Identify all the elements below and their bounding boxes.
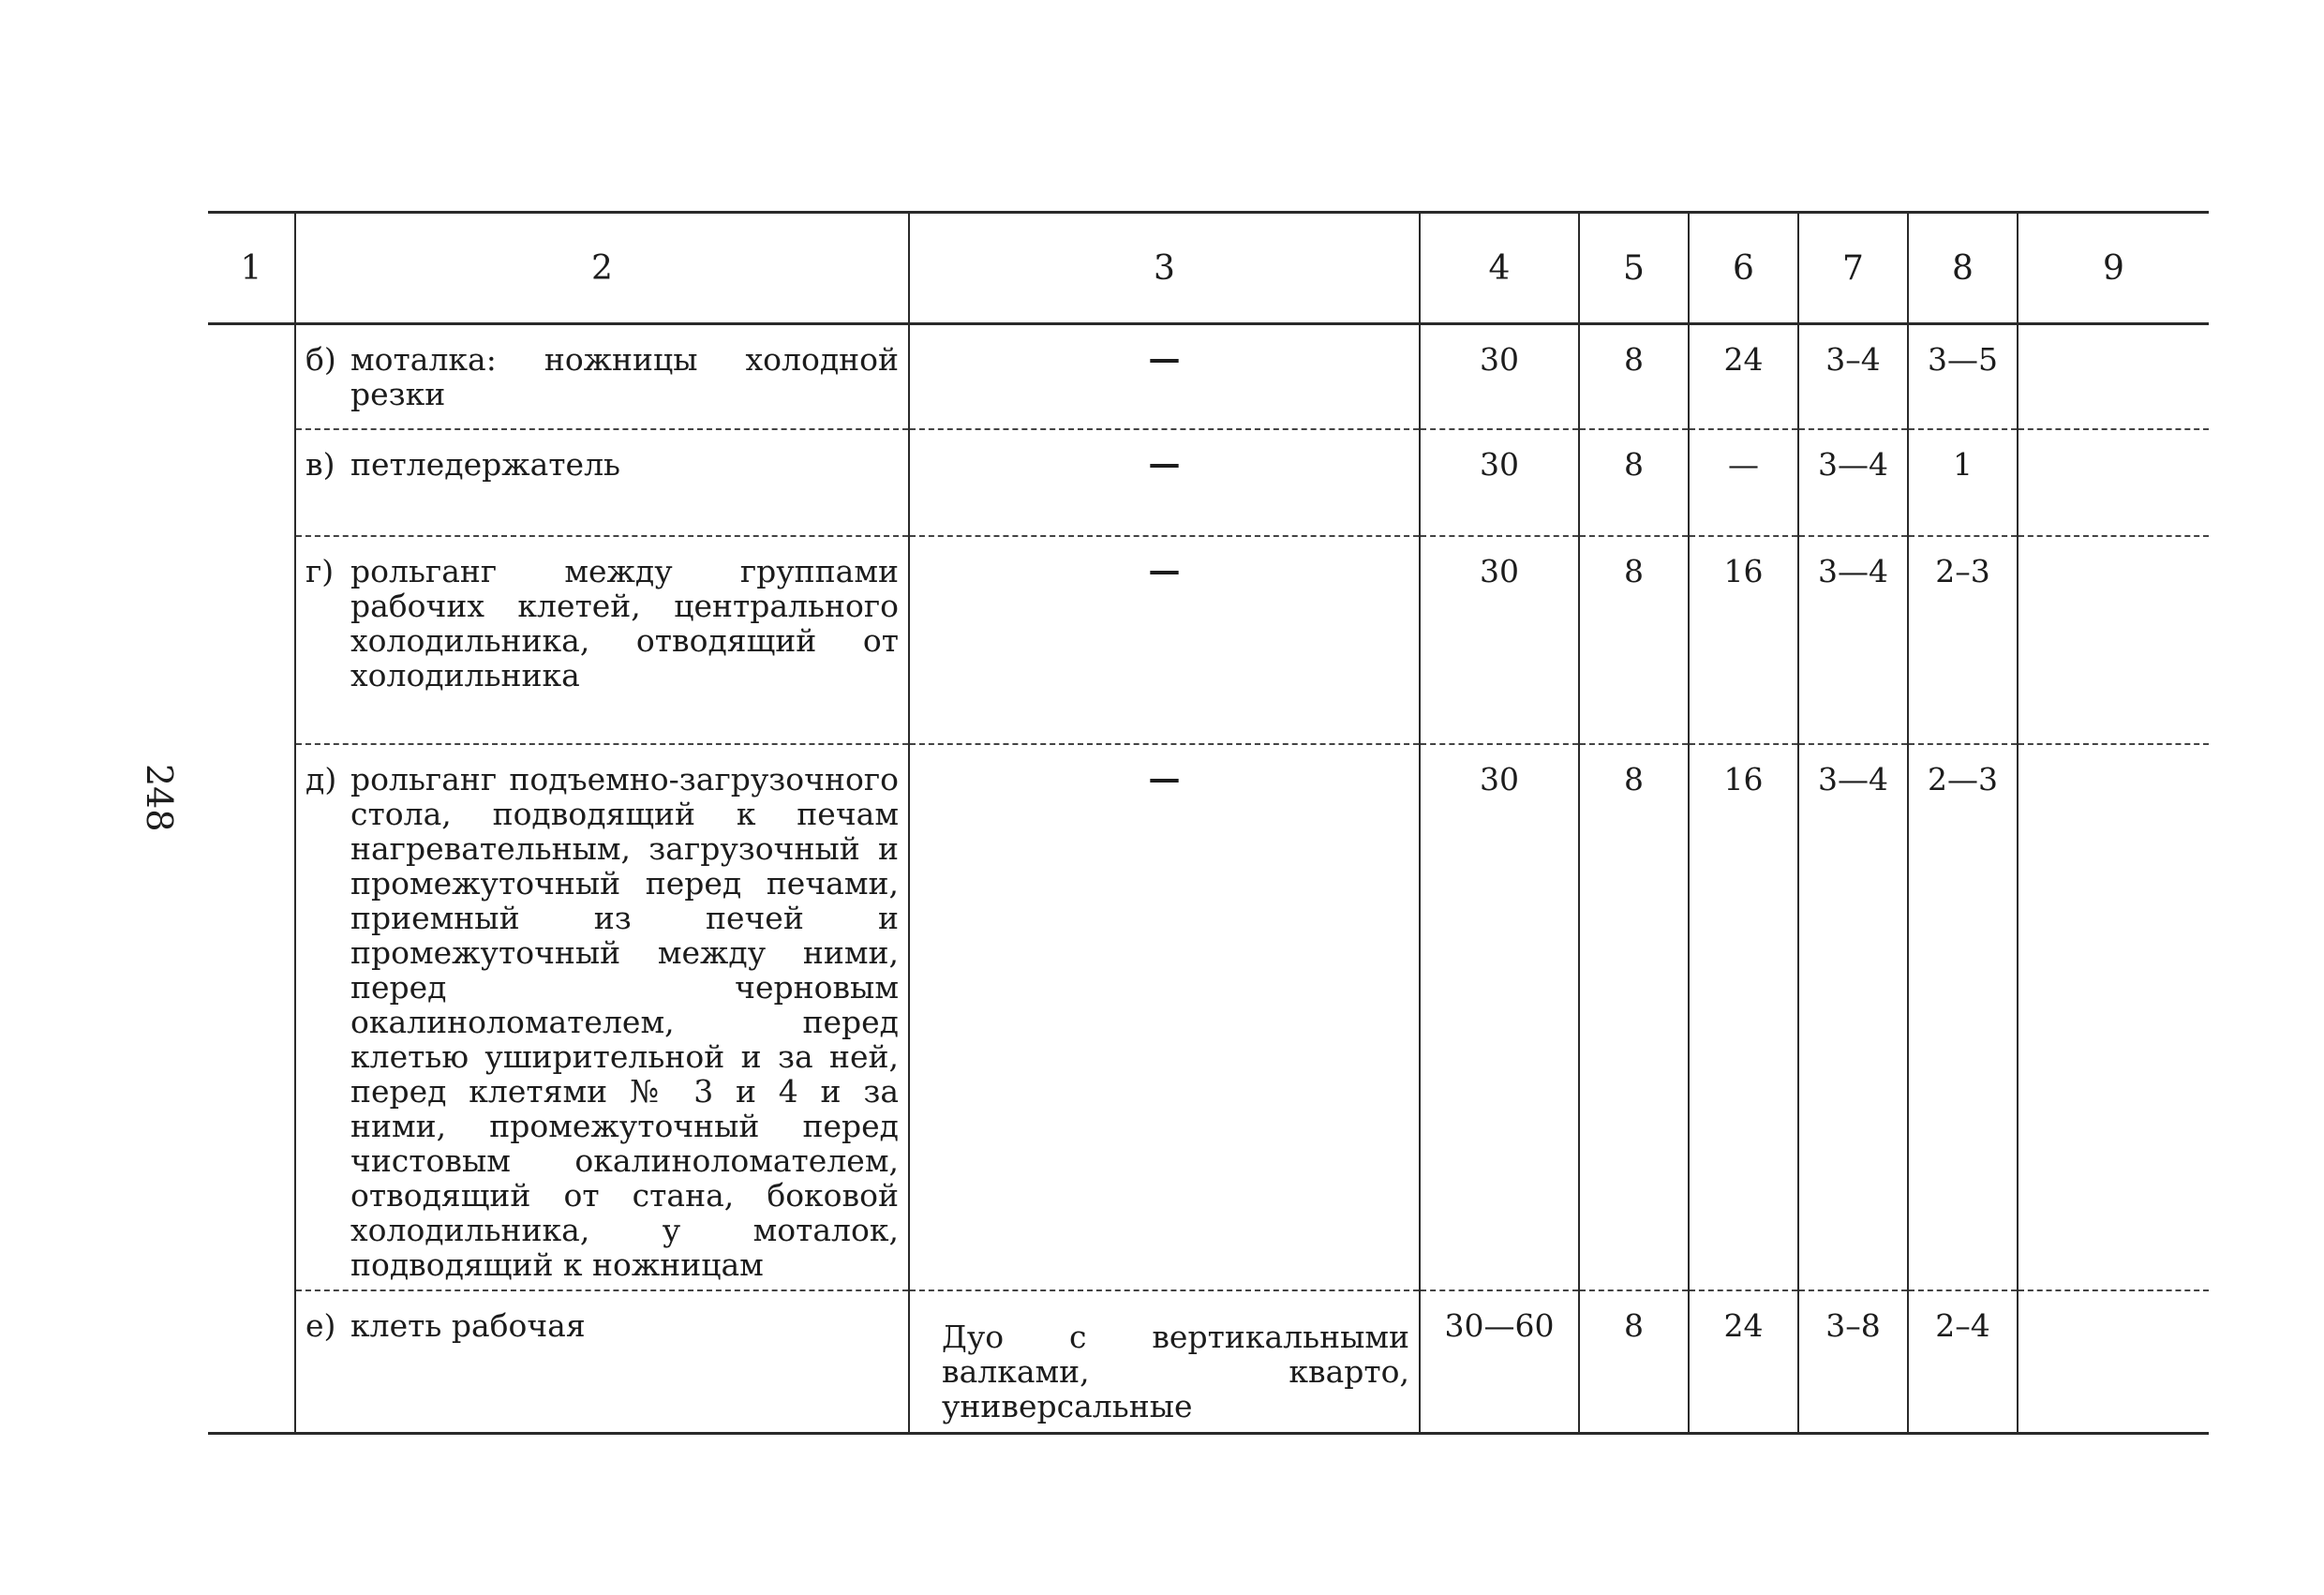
value-cell-5 bbox=[1579, 429, 1689, 536]
column-header-2: 2 bbox=[295, 213, 909, 324]
type-cell bbox=[909, 744, 1420, 1290]
type-value: Дуо с вертикальными валками, кварто, универсальные bbox=[942, 1319, 1409, 1424]
value-9 bbox=[2019, 325, 2209, 342]
value-4: 30 bbox=[1480, 553, 1519, 589]
value-cell-6 bbox=[1689, 744, 1798, 1290]
value-6: 24 bbox=[1723, 341, 1764, 378]
value-8: 2–4 bbox=[1935, 1307, 1990, 1344]
value-cell-6 bbox=[1689, 1290, 1798, 1434]
row-index-cell bbox=[208, 744, 295, 1290]
row-index-cell bbox=[208, 429, 295, 536]
description-cell bbox=[295, 536, 909, 744]
value-cell-6 bbox=[1689, 429, 1798, 536]
value-8: 1 bbox=[1953, 446, 1973, 483]
value-cell-8 bbox=[1908, 1290, 2018, 1434]
value-5: 8 bbox=[1624, 446, 1644, 483]
row-index-cell bbox=[208, 536, 295, 744]
value-6: 16 bbox=[1723, 761, 1764, 798]
value-cell-4 bbox=[1420, 536, 1579, 744]
value-cell-4 bbox=[1420, 1290, 1579, 1434]
type-value: — bbox=[1148, 760, 1181, 798]
value-cell-6 bbox=[1689, 536, 1798, 744]
row-letter: е) bbox=[305, 1307, 336, 1344]
value-6: — bbox=[1728, 446, 1759, 483]
type-cell bbox=[909, 536, 1420, 744]
value-cell-8 bbox=[1908, 744, 2018, 1290]
spec-table bbox=[208, 211, 2209, 1435]
row-index-cell bbox=[208, 324, 295, 430]
table-row bbox=[208, 429, 2209, 536]
column-header-4: 4 bbox=[1420, 213, 1579, 324]
value-cell-7 bbox=[1798, 324, 1908, 430]
value-cell-5 bbox=[1579, 324, 1689, 430]
type-cell bbox=[909, 324, 1420, 430]
value-7: 3—4 bbox=[1818, 553, 1888, 589]
type-cell bbox=[909, 1290, 1420, 1434]
value-cell-5 bbox=[1579, 744, 1689, 1290]
value-cell-8 bbox=[1908, 429, 2018, 536]
type-cell bbox=[909, 429, 1420, 536]
specification-table bbox=[208, 211, 2209, 1435]
page-number: 248 bbox=[139, 764, 180, 832]
value-cell-7 bbox=[1798, 1290, 1908, 1434]
value-7: 3—4 bbox=[1818, 446, 1888, 483]
table-row bbox=[208, 536, 2209, 744]
value-9 bbox=[2019, 745, 2209, 762]
type-value: — bbox=[1148, 445, 1181, 483]
value-cell-9 bbox=[2018, 324, 2209, 430]
value-cell-5 bbox=[1579, 536, 1689, 744]
value-cell-4 bbox=[1420, 744, 1579, 1290]
value-7: 3–4 bbox=[1825, 341, 1881, 378]
value-cell-9 bbox=[2018, 536, 2209, 744]
description-cell bbox=[295, 1290, 909, 1434]
row-index-cell bbox=[208, 1290, 295, 1434]
column-header-9: 9 bbox=[2018, 213, 2209, 324]
description-cell bbox=[295, 324, 909, 430]
row-letter: в) bbox=[305, 446, 335, 483]
header-row bbox=[208, 213, 2209, 324]
value-cell-4 bbox=[1420, 324, 1579, 430]
value-cell-9 bbox=[2018, 1290, 2209, 1434]
value-8: 2—3 bbox=[1928, 761, 1998, 798]
row-description: клеть рабочая bbox=[350, 1307, 586, 1344]
type-value: — bbox=[1148, 552, 1181, 589]
row-description: петледержатель bbox=[350, 446, 620, 483]
row-description: моталка: ножницы холодной резки bbox=[350, 341, 899, 412]
value-cell-8 bbox=[1908, 536, 2018, 744]
type-value: — bbox=[1148, 340, 1181, 378]
row-letter: д) bbox=[305, 761, 337, 798]
description-cell bbox=[295, 429, 909, 536]
value-5: 8 bbox=[1624, 553, 1644, 589]
column-header-5: 5 bbox=[1579, 213, 1689, 324]
value-cell-6 bbox=[1689, 324, 1798, 430]
table-row bbox=[208, 744, 2209, 1290]
value-9 bbox=[2019, 430, 2209, 447]
column-header-8: 8 bbox=[1908, 213, 2018, 324]
value-cell-4 bbox=[1420, 429, 1579, 536]
value-4: 30 bbox=[1480, 761, 1519, 798]
column-header-3: 3 bbox=[909, 213, 1420, 324]
column-header-6: 6 bbox=[1689, 213, 1798, 324]
value-7: 3–8 bbox=[1825, 1307, 1881, 1344]
value-9 bbox=[2019, 1291, 2209, 1308]
value-7: 3—4 bbox=[1818, 761, 1888, 798]
value-5: 8 bbox=[1624, 341, 1644, 378]
description-cell bbox=[295, 744, 909, 1290]
value-cell-9 bbox=[2018, 744, 2209, 1290]
row-description: рольганг между группами рабочих клетей, центрального холодильника, отводящий от холодильника bbox=[350, 553, 899, 693]
table-row bbox=[208, 324, 2209, 430]
row-description: рольганг подъемно-загрузочного стола, подводящий к печам нагревательным, загрузочный и промежуточный перед печами, приемный из печей и промежуточный между ними, перед черновым окалиноломателем, перед клетью уширительной и за ней, перед клетями № 3 и 4 и за ними, промежуточный перед чистовым окалиноломателем, отводящий от стана, боковой холодильника, у моталок, подводящий к ножницам bbox=[350, 761, 899, 1283]
value-4: 30—60 bbox=[1444, 1307, 1555, 1344]
value-cell-9 bbox=[2018, 429, 2209, 536]
value-cell-7 bbox=[1798, 429, 1908, 536]
value-cell-7 bbox=[1798, 744, 1908, 1290]
value-5: 8 bbox=[1624, 761, 1644, 798]
value-6: 16 bbox=[1723, 553, 1764, 589]
value-9 bbox=[2019, 537, 2209, 554]
column-header-7: 7 bbox=[1798, 213, 1908, 324]
row-letter: г) bbox=[305, 553, 335, 589]
value-cell-7 bbox=[1798, 536, 1908, 744]
table-row bbox=[208, 1290, 2209, 1434]
value-8: 2–3 bbox=[1935, 553, 1990, 589]
value-cell-8 bbox=[1908, 324, 2018, 430]
value-6: 24 bbox=[1723, 1307, 1764, 1344]
column-header-1: 1 bbox=[208, 213, 295, 324]
value-5: 8 bbox=[1624, 1307, 1644, 1344]
row-letter: б) bbox=[305, 341, 336, 378]
value-4: 30 bbox=[1480, 446, 1519, 483]
value-4: 30 bbox=[1480, 341, 1519, 378]
value-8: 3—5 bbox=[1928, 341, 1998, 378]
value-cell-5 bbox=[1579, 1290, 1689, 1434]
